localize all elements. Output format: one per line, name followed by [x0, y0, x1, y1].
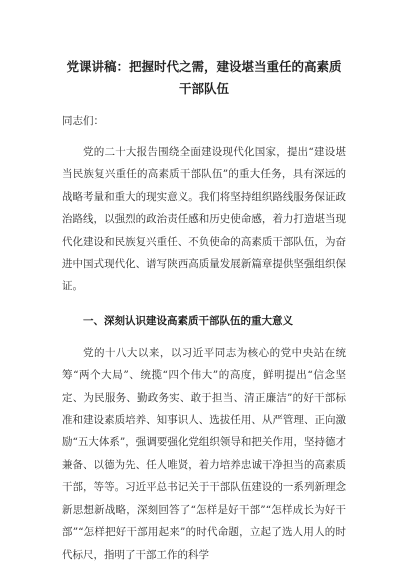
section-paragraph: 党的十八大以来，以习近平同志为核心的党中央站在统筹“两个大局”、统揽“四个伟大”的高度，鲜明提出“信念坚定、为民服务、勤政务实、敢于担当、清正廉洁”的好干部标准和建设素质培养、知事识人、选拔任用、从严管理、正向激励“五大体系”，强调要强化党组织领导和把关作用，坚持德才兼备、以德为先、任人唯贤，着力培养忠诚干净担当的高素质干部，等等。习近平总书记关于干部队伍建设的一系列新理念新思想新战略，深刻回答了“怎样是好干部”“怎样成长为好干部”“怎样把好干部用起来”的时代命题，立起了选人用人的时代标尺，指明了干部工作的科学: [62, 346, 346, 561]
document-title: 党课讲稿：把握时代之需，建设堪当重任的高素质干部队伍: [66, 59, 342, 96]
intro-paragraph: 党的二十大报告围绕全面建设现代化国家，提出“建设堪当民族复兴重任的高素质干部队伍”的重大任务，具有深远的战略考量和重大的现实意义。我们将坚持组织路线服务保证政治路线，以强烈的政治责任感和历史使命感，着力打造堪当现代化建设和民族复兴重任、不负使命的高素质干部队伍，为奋进中国式现代化、谱写陕西高质量发展新篇章提供坚强组织保证。: [62, 146, 346, 293]
greeting: 同志们：: [62, 115, 104, 127]
section-heading: 一、深刻认识建设高素质干部队伍的重大意义: [83, 314, 293, 327]
